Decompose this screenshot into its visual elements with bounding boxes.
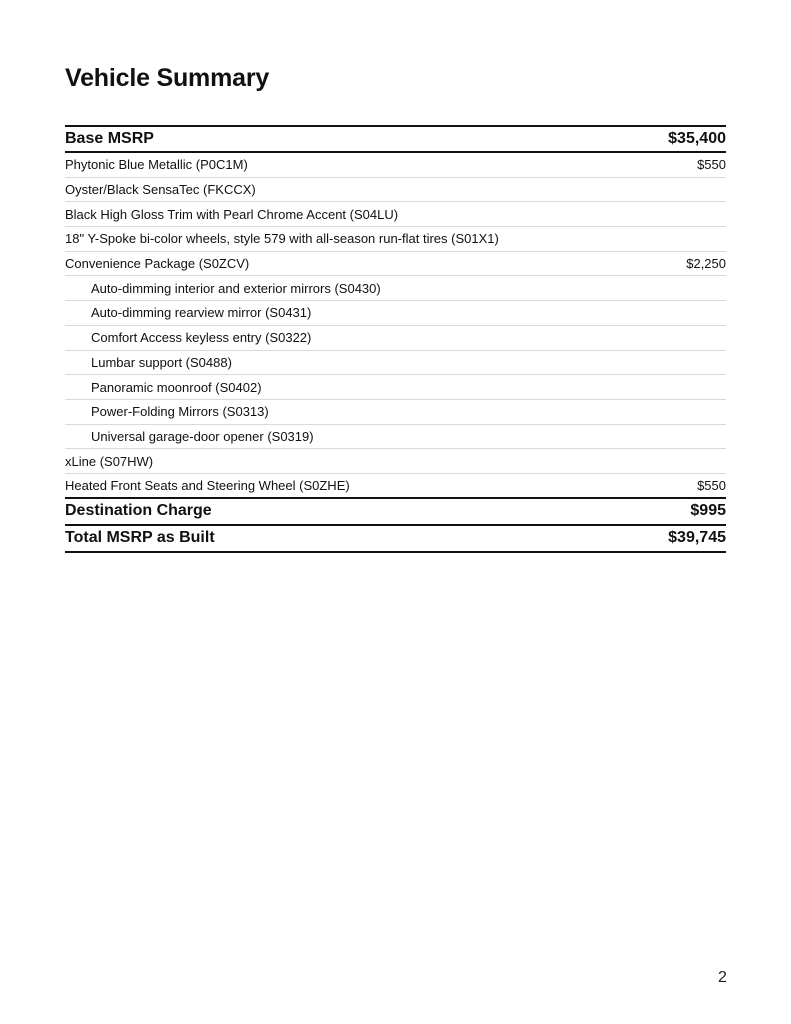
vehicle-summary-table — [65, 125, 726, 553]
package-item-row — [65, 276, 726, 301]
option-price: $550 — [697, 157, 726, 173]
package-item-row — [65, 400, 726, 425]
option-row — [65, 227, 726, 252]
package-item-label: Comfort Access keyless entry (S0322) — [91, 330, 312, 346]
base-msrp-price: $35,400 — [668, 130, 726, 147]
total-msrp-price: $39,745 — [668, 529, 726, 547]
package-item-label: Universal garage-door opener (S0319) — [91, 428, 314, 444]
total-msrp-row — [65, 526, 726, 553]
base-msrp-row — [65, 125, 726, 153]
option-label: Phytonic Blue Metallic (P0C1M) — [65, 157, 248, 173]
option-row — [65, 202, 726, 227]
option-row — [65, 474, 726, 499]
page-number: 2 — [718, 969, 727, 986]
option-label: xLine (S07HW) — [65, 453, 154, 469]
option-row — [65, 153, 726, 178]
package-item-label: Lumbar support (S0488) — [91, 354, 232, 370]
package-item-row — [65, 301, 726, 326]
package-item-row — [65, 425, 726, 450]
package-item-row — [65, 375, 726, 400]
package-label: Convenience Package (S0ZCV) — [65, 256, 250, 272]
destination-charge-label: Destination Charge — [65, 502, 212, 520]
package-item-label: Auto-dimming interior and exterior mirrors (S0430) — [91, 280, 381, 296]
option-label: 18" Y-Spoke bi-color wheels, style 579 with all-season run-flat tires (S01X1) — [65, 231, 499, 247]
destination-charge-row — [65, 499, 726, 526]
option-label: Oyster/Black SensaTec (FKCCX) — [65, 182, 256, 198]
option-row — [65, 449, 726, 474]
option-price: $550 — [697, 477, 726, 493]
destination-charge-price: $995 — [690, 502, 726, 520]
base-msrp-label: Base MSRP — [65, 130, 154, 147]
option-row — [65, 178, 726, 203]
page-title: Vehicle Summary — [65, 64, 270, 92]
package-item-label: Panoramic moonroof (S0402) — [91, 379, 262, 395]
package-item-row — [65, 351, 726, 376]
package-row — [65, 252, 726, 277]
option-label: Heated Front Seats and Steering Wheel (S0ZHE) — [65, 477, 350, 493]
package-price: $2,250 — [686, 256, 726, 272]
package-item-label: Power-Folding Mirrors (S0313) — [91, 404, 269, 420]
package-item-label: Auto-dimming rearview mirror (S0431) — [91, 305, 312, 321]
package-item-row — [65, 326, 726, 351]
option-label: Black High Gloss Trim with Pearl Chrome Accent (S04LU) — [65, 206, 399, 222]
total-msrp-label: Total MSRP as Built — [65, 529, 215, 547]
